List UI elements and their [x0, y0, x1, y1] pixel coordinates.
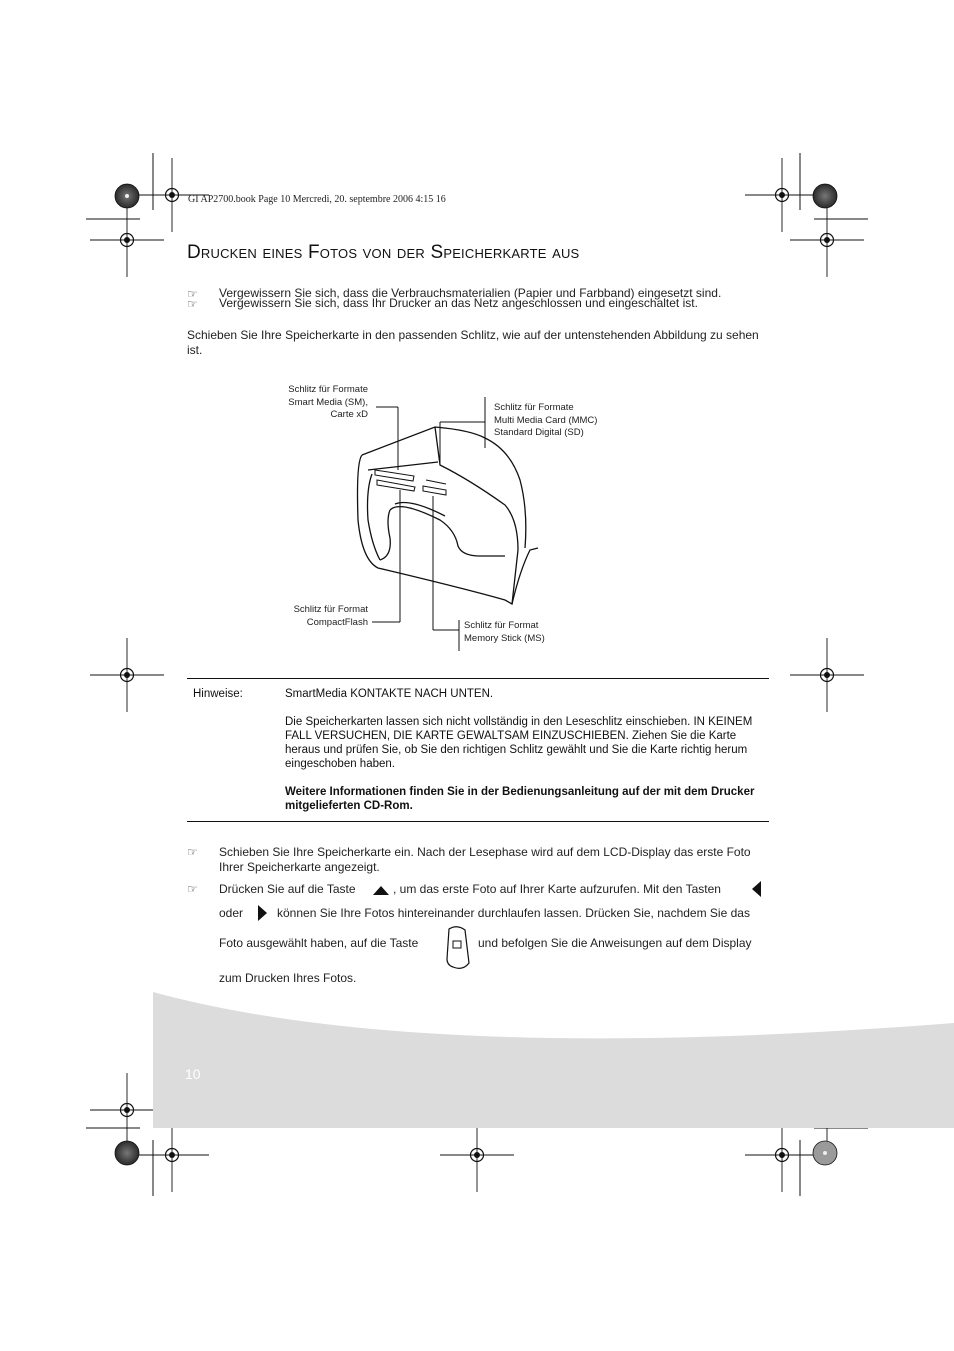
note-text: . Ziehen Sie die Karte heraus und prüfen Sie, ob Sie den richtigen Schlitz gewählt und Sie die Karte richtig herum eingeschoben haben. [285, 730, 748, 770]
callout-cf-slot [240, 604, 368, 629]
notes-label: Hinweise: [193, 688, 243, 700]
note-text: . [489, 688, 494, 700]
pointing-hand-icon: ☞ [187, 882, 198, 896]
print-button-icon [443, 925, 471, 971]
prereq-bullet-1: Vergewissern Sie sich, dass die Verbrauchsmaterialien (Papier und Farbband) eingesetzt sind. [219, 286, 722, 300]
notes-content [285, 687, 767, 813]
note-more-info: Weitere Informationen finden Sie in der Bedienungsanleitung auf der mit dem Drucker mitgelieferten CD-Rom. [285, 786, 755, 812]
note-insert [285, 715, 767, 771]
notes-rule-top [187, 678, 769, 679]
note-text: SmartMedia [285, 688, 351, 700]
callout-mmc-slot [494, 402, 597, 440]
header-note: GI AP2700.book Page 10 Mercredi, 20. septembre 2006 4:15 16 [188, 194, 446, 205]
pointing-hand-icon: ☞ [187, 845, 198, 859]
callout-sm-slot [240, 384, 368, 422]
step-2-line-b: , um das erste Foto auf Ihrer Karte aufzurufen. Mit den Tasten [393, 882, 721, 896]
pointing-hand-icon: ☞ [187, 297, 198, 311]
callout-line: Smart Media (SM), [288, 396, 368, 408]
note-smartmedia [285, 687, 767, 701]
callout-line: Schlitz für Formate [494, 402, 574, 413]
step-2-line-a: Drücken Sie auf die Taste [219, 882, 356, 896]
footer-band [0, 985, 954, 1130]
step-2-line-e: Foto ausgewählt haben, auf die Taste [219, 936, 419, 950]
callout-line: Standard Digital (SD) [494, 427, 584, 438]
page-title: Drucken eines Fotos von der Speicherkarte aus [187, 242, 580, 263]
step-1: Schieben Sie Ihre Speicherkarte ein. Nach der Lesephase wird auf dem LCD-Display das erste Foto Ihrer Speicherkarte angezeigt. [219, 845, 751, 874]
note-caps: KONTAKTE NACH UNTEN [350, 688, 490, 700]
note-text: Die Speicherkarten lassen sich nicht vollständig in den Leseschlitz einschieben. [285, 716, 694, 728]
note-caps: IN KEINEM FALL VERSUCHEN, DIE KARTE GEWALTSAM EINZUSCHIEBEN [285, 716, 753, 742]
callout-line: Schlitz für Format [464, 620, 539, 631]
intro-text: Schieben Sie Ihre Speicherkarte in den passenden Schlitz, wie auf der untenstehenden Abbildung zu sehen ist. [187, 328, 759, 357]
callout-ms-slot [464, 620, 545, 645]
callout-line: Carte xD [330, 409, 368, 420]
callout-line: Schlitz für Format [293, 604, 368, 615]
triangle-right-icon [258, 905, 267, 921]
callout-line: Multi Media Card (MMC) [494, 414, 598, 426]
pointing-hand-icon: ☞ [187, 287, 198, 301]
callout-line: Memory Stick (MS) [464, 632, 545, 644]
page-number: 10 [185, 1066, 201, 1082]
step-2-line-c: oder [219, 906, 244, 920]
callout-line: Schlitz für Formate [288, 384, 368, 395]
step-2-line-g: zum Drucken Ihres Fotos. [219, 971, 357, 985]
step-2-line-f: und befolgen Sie die Anweisungen auf dem Display [478, 936, 752, 950]
triangle-up-icon [373, 886, 389, 895]
callout-line: CompactFlash [306, 616, 368, 628]
prereq-bullet-2: Vergewissern Sie sich, dass Ihr Drucker an das Netz angeschlossen und eingeschaltet ist. [219, 296, 698, 310]
step-2-line-d: können Sie Ihre Fotos hintereinander durchlaufen lassen. Drücken Sie, nachdem Sie das [277, 906, 750, 920]
notes-rule-bottom [187, 821, 769, 822]
triangle-left-icon [752, 881, 761, 897]
